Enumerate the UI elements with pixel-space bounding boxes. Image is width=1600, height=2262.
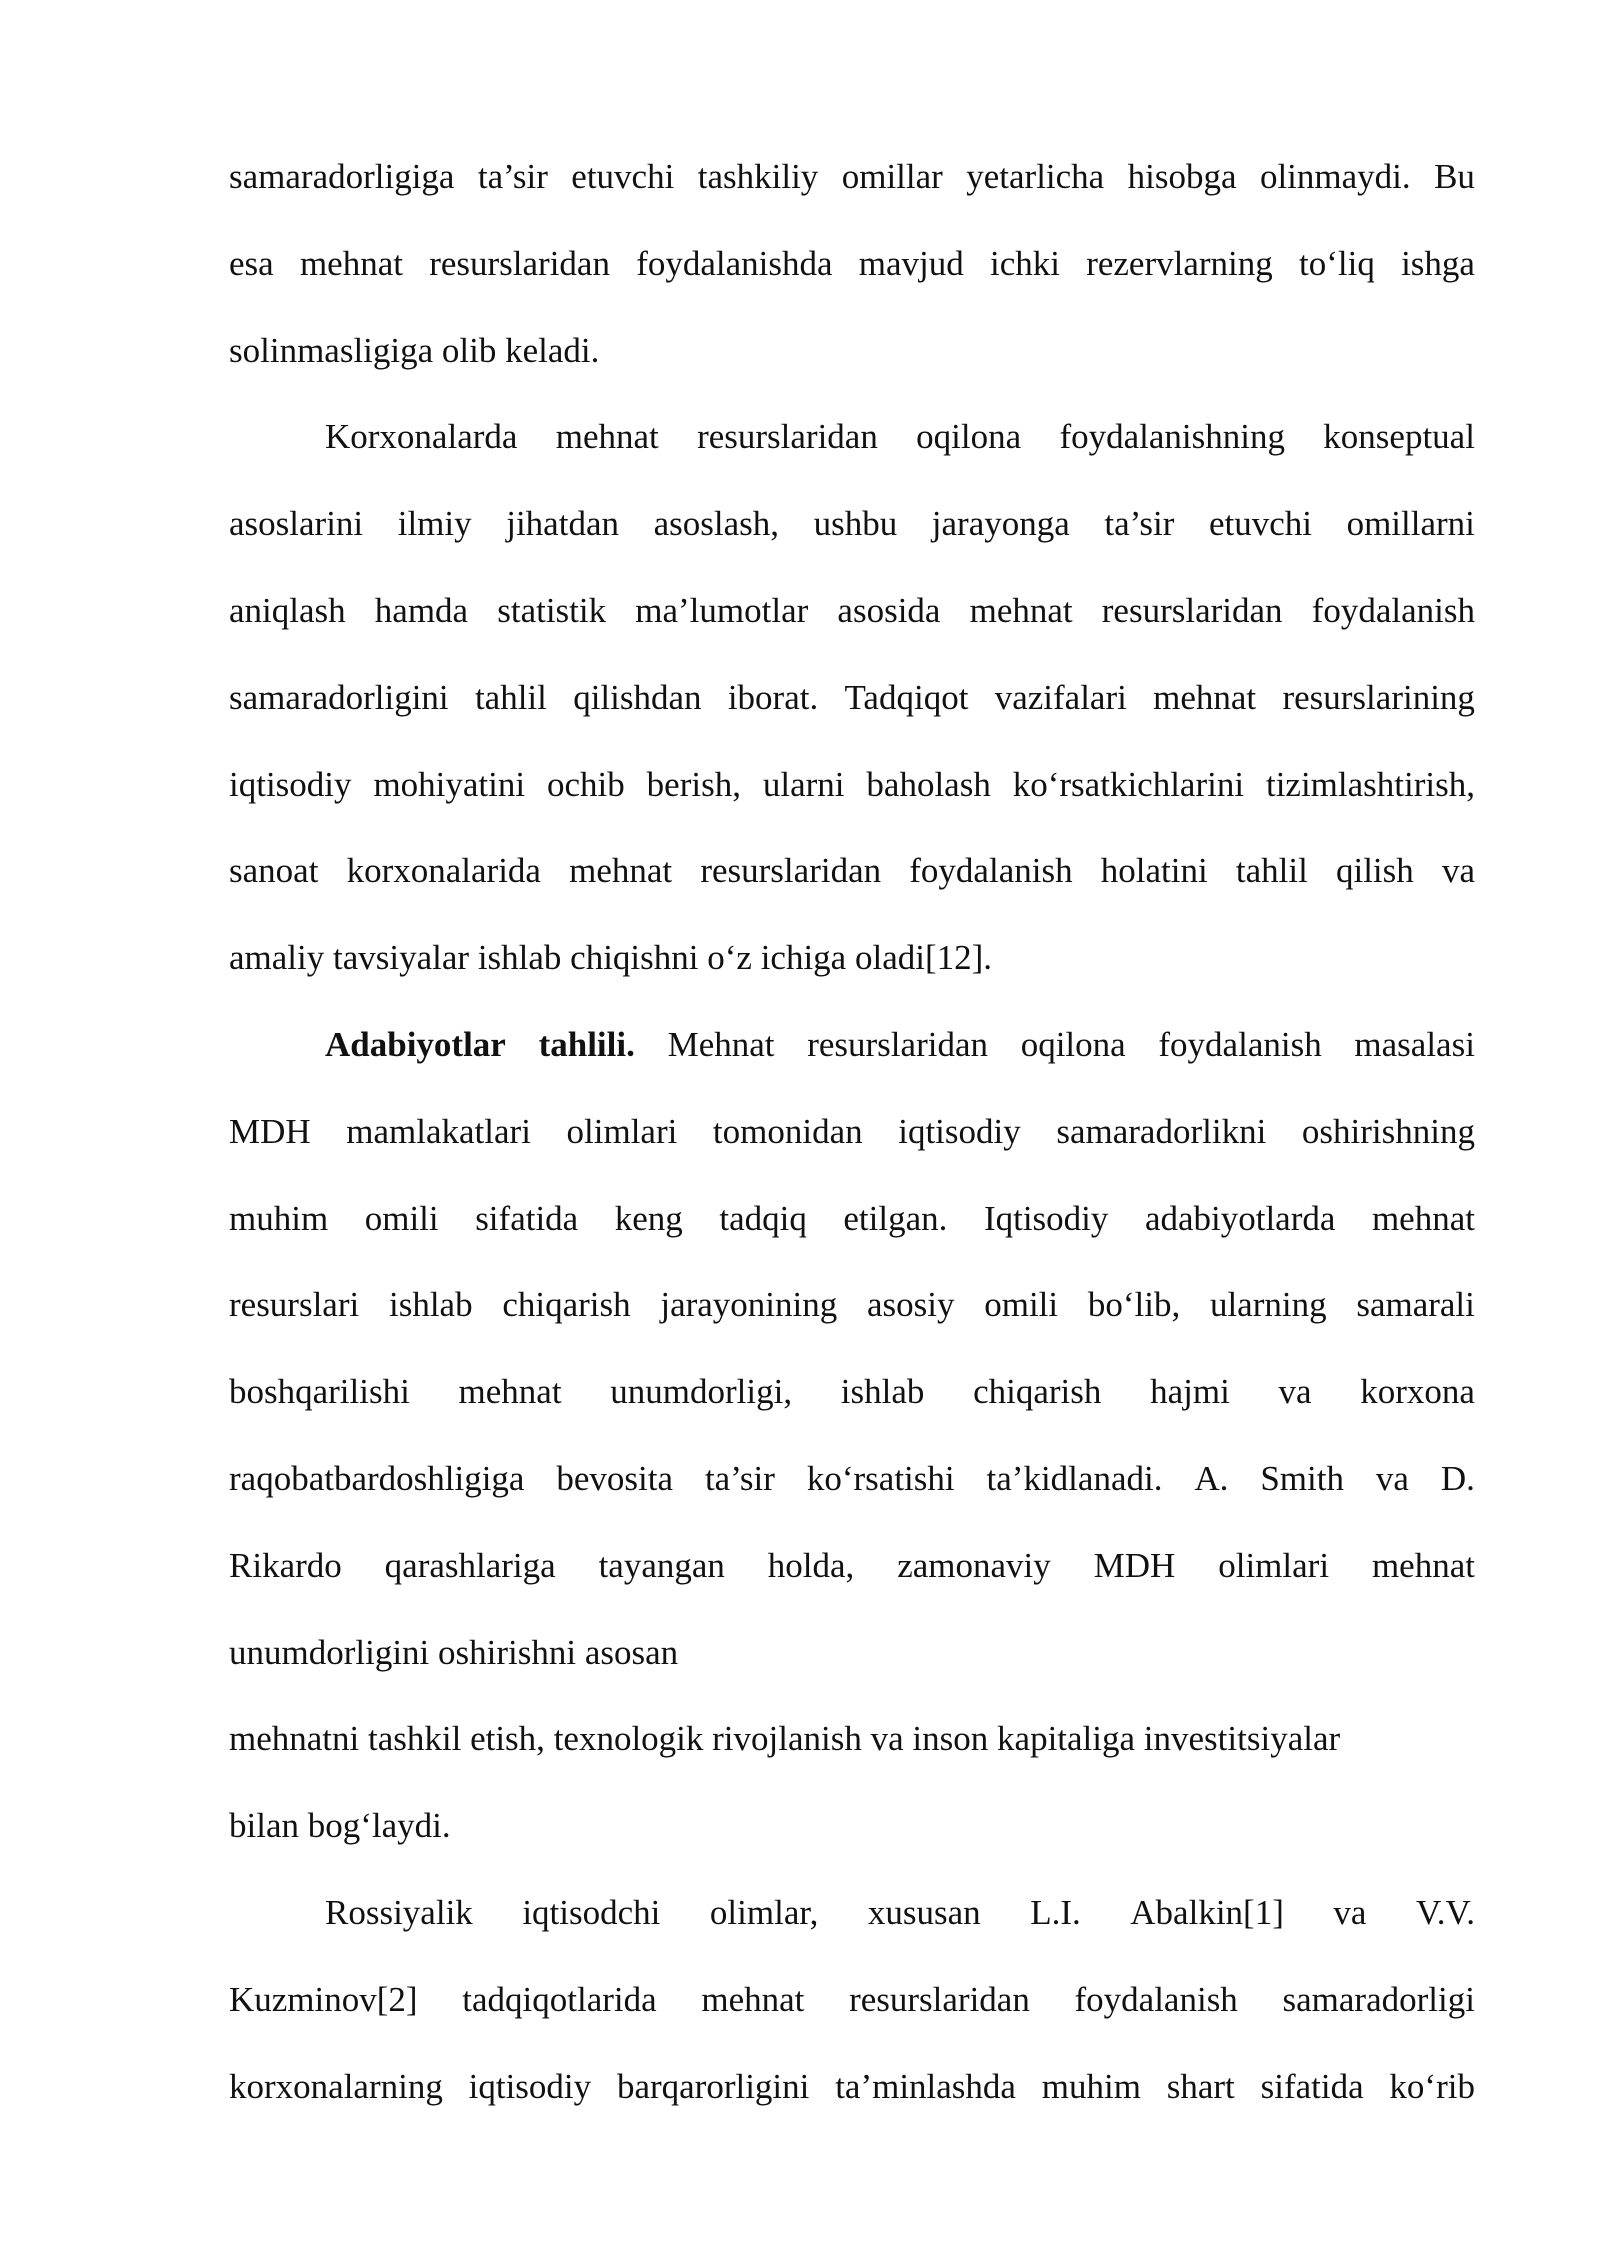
- word: samaradorlikni: [1056, 1111, 1267, 1151]
- word: Rikardo: [229, 1545, 342, 1585]
- word: keladi.: [505, 330, 600, 370]
- word: konseptual: [1323, 417, 1475, 457]
- word: iqtisodiy: [468, 2066, 592, 2106]
- word: sifatida: [1260, 2066, 1364, 2106]
- word: ochib: [547, 764, 625, 804]
- word: tashkil: [368, 1719, 462, 1759]
- word: holda,: [767, 1545, 855, 1585]
- word: shart: [1166, 2066, 1235, 2106]
- word: tashkiliy: [697, 157, 819, 196]
- word: ilmiy: [397, 504, 472, 544]
- word: foydalanishning: [1059, 417, 1285, 457]
- word: qilish: [1335, 851, 1414, 891]
- word: mehnat: [1153, 677, 1257, 717]
- word: chiqishni: [570, 938, 699, 978]
- text-line: [229, 2052, 1475, 2139]
- word: jarayonining: [660, 1285, 838, 1325]
- word: texnologik: [553, 1719, 704, 1759]
- word: vazifalari: [994, 677, 1127, 717]
- word: korxonalarning: [229, 2066, 443, 2106]
- word: mavjud: [858, 243, 964, 283]
- word: oladi[12].: [854, 938, 993, 978]
- word: solinmasligiga: [229, 330, 434, 370]
- word: Adabiyotlar: [325, 1024, 506, 1064]
- word: to‘liq: [1299, 243, 1375, 283]
- word: raqobatbardoshligiga: [229, 1458, 525, 1498]
- word: olimlari: [1218, 1545, 1330, 1585]
- word: va: [1333, 1892, 1367, 1932]
- word: foydalanish: [1074, 1979, 1238, 2019]
- text-line: [229, 142, 1475, 229]
- word: inson: [912, 1719, 989, 1759]
- word: hamda: [374, 590, 469, 630]
- word: Rossiyalik: [325, 1892, 473, 1932]
- word: va: [1375, 1458, 1409, 1498]
- word: rezervlarning: [1086, 243, 1273, 283]
- word: mehnat: [969, 590, 1073, 630]
- word: sifatida: [475, 1198, 579, 1238]
- word: asosiy: [866, 1285, 955, 1325]
- word: qilishdan: [573, 677, 702, 717]
- word: samarali: [1356, 1285, 1475, 1325]
- word: Korxonalarda: [325, 417, 518, 457]
- word: chiqarish: [502, 1285, 631, 1325]
- word: etuvchi: [1208, 504, 1312, 544]
- word: unumdorligini: [229, 1632, 430, 1672]
- word: Abalkin[1]: [1130, 1892, 1284, 1932]
- word: omillarni: [1346, 504, 1475, 544]
- word: unumdorligi,: [610, 1372, 793, 1412]
- word: va: [870, 1719, 904, 1759]
- word: D.: [1440, 1458, 1475, 1498]
- word: rivojlanish: [712, 1719, 862, 1759]
- text-line: [229, 1704, 1475, 1791]
- word: holatini: [1100, 851, 1208, 891]
- word: asoslash,: [653, 504, 779, 544]
- word: bo‘lib,: [1087, 1285, 1181, 1325]
- word: muhim: [1041, 2066, 1141, 2106]
- word: jarayonga: [931, 504, 1070, 544]
- word: omili: [364, 1198, 439, 1238]
- word: qarashlariga: [384, 1545, 556, 1585]
- word: masalasi: [1354, 1024, 1475, 1064]
- word: resurslaridan: [807, 1024, 988, 1064]
- word: berish,: [646, 764, 741, 804]
- word: omili: [984, 1285, 1059, 1325]
- text-line: [229, 1791, 1475, 1878]
- word: etilgan.: [843, 1198, 948, 1238]
- word: Bu: [1434, 157, 1475, 196]
- word: Kuzminov[2]: [229, 1979, 418, 2019]
- word: boshqarilishi: [229, 1372, 410, 1412]
- text-line: [229, 1965, 1475, 2052]
- word: baholash: [866, 764, 991, 804]
- text-line: [229, 1357, 1475, 1444]
- word: hajmi: [1150, 1372, 1230, 1412]
- word: tayangan: [598, 1545, 725, 1585]
- word: statistik: [497, 590, 607, 630]
- text-line: [229, 402, 1475, 489]
- word: resurslaridan: [700, 851, 882, 891]
- word: tahlil: [474, 677, 547, 717]
- word: oshirishning: [1301, 1111, 1475, 1151]
- word: ularning: [1209, 1285, 1327, 1325]
- word: ishlab: [477, 938, 562, 978]
- word: olimlari: [566, 1111, 678, 1151]
- word: asoslarini: [229, 504, 364, 544]
- word: olinmaydi.: [1259, 157, 1411, 196]
- word: etish,: [470, 1719, 545, 1759]
- word: tadqiqotlarida: [462, 1979, 657, 2019]
- word: mamlakatlari: [346, 1111, 531, 1151]
- word: olimlar,: [709, 1892, 819, 1932]
- word: tomonidan: [712, 1111, 863, 1151]
- word: samaradorligi: [1282, 1979, 1475, 2019]
- word: mehnat: [701, 1979, 805, 2019]
- word: bevosita: [556, 1458, 674, 1498]
- word: L.I.: [1030, 1892, 1081, 1932]
- word: MDH: [1093, 1545, 1176, 1585]
- word: korxona: [1360, 1372, 1475, 1412]
- word: asosan: [584, 1632, 679, 1672]
- word: ushbu: [813, 504, 898, 544]
- text-line: [229, 316, 1475, 403]
- text-line: [229, 1184, 1475, 1271]
- word: ta’sir: [704, 1458, 775, 1498]
- word: amaliy: [229, 938, 325, 978]
- word: tavsiyalar: [333, 938, 470, 978]
- word: mohiyatini: [373, 764, 526, 804]
- word: olib: [441, 330, 497, 370]
- word: mehnat: [458, 1372, 562, 1412]
- word: resurslarining: [1282, 677, 1475, 717]
- word: ishga: [1401, 243, 1475, 283]
- word: adabiyotlarda: [1144, 1198, 1336, 1238]
- text-line: [229, 750, 1475, 837]
- word: resurslaridan: [849, 1979, 1030, 2019]
- text-line: [229, 1531, 1475, 1618]
- word: tahlili.: [538, 1024, 635, 1064]
- word: esa: [229, 243, 274, 283]
- word: Smith: [1260, 1458, 1344, 1498]
- word: tizimlashtirish,: [1265, 764, 1475, 804]
- word: asosida: [837, 590, 941, 630]
- word: resurslaridan: [429, 243, 610, 283]
- word: Mehnat: [667, 1024, 775, 1064]
- word: iborat.: [727, 677, 819, 717]
- word: foydalanish: [1311, 590, 1475, 630]
- word: mehnat: [569, 851, 673, 891]
- word: ta’minlashda: [835, 2066, 1016, 2106]
- word: mehnatni: [229, 1719, 360, 1759]
- word: jihatdan: [506, 504, 619, 544]
- word: yetarlicha: [966, 157, 1105, 196]
- word: Tadqiqot: [844, 677, 969, 717]
- word: foydalanish: [909, 851, 1073, 891]
- text-line: [229, 576, 1475, 663]
- word: aniqlash: [229, 590, 346, 630]
- word: sanoat: [229, 851, 319, 891]
- word: hisobga: [1127, 157, 1237, 196]
- word: ma’lumotlar: [635, 590, 809, 630]
- word: tadqiq: [719, 1198, 807, 1238]
- word: barqarorligini: [616, 2066, 810, 2106]
- word: va: [1441, 851, 1475, 891]
- word: ishlab: [388, 1285, 473, 1325]
- text-line: [229, 923, 1475, 1010]
- word: bog‘laydi.: [307, 1806, 451, 1846]
- word: ichki: [989, 243, 1060, 283]
- word: muhim: [229, 1198, 329, 1238]
- word: iqtisodiy: [229, 764, 352, 804]
- word: ta’kidlanadi.: [986, 1458, 1163, 1498]
- document-page: [229, 142, 1475, 2138]
- word: oqilona: [916, 417, 1022, 457]
- word: Iqtisodiy: [983, 1198, 1109, 1238]
- word: bilan: [229, 1806, 299, 1846]
- text-line: [229, 1010, 1475, 1097]
- word: V.V.: [1415, 1892, 1475, 1932]
- word: mehnat: [1371, 1198, 1475, 1238]
- text-line: [229, 229, 1475, 316]
- word: investitsiyalar: [1143, 1719, 1341, 1759]
- word: resurslari: [229, 1285, 360, 1325]
- word: keng: [614, 1198, 683, 1238]
- word: samaradorligiga: [229, 157, 455, 196]
- word: ichiga: [760, 938, 847, 978]
- word: iqtisodchi: [522, 1892, 661, 1932]
- word: MDH: [229, 1111, 311, 1151]
- word: oshirishni: [438, 1632, 577, 1672]
- word: zamonaviy: [897, 1545, 1051, 1585]
- text-line: [229, 1878, 1475, 1965]
- word: samaradorligini: [229, 677, 449, 717]
- text-line: [229, 489, 1475, 576]
- word: A.: [1194, 1458, 1229, 1498]
- word: va: [1278, 1372, 1312, 1412]
- word: mehnat: [299, 243, 403, 283]
- word: iqtisodiy: [898, 1111, 1021, 1151]
- word: xususan: [867, 1892, 981, 1932]
- word: ko‘rib: [1389, 2066, 1475, 2106]
- word: ko‘rsatkichlarini: [1012, 764, 1245, 804]
- word: chiqarish: [973, 1372, 1102, 1412]
- text-line: [229, 1270, 1475, 1357]
- word: foydalanish: [1158, 1024, 1322, 1064]
- word: mehnat: [1371, 1545, 1475, 1585]
- word: oqilona: [1020, 1024, 1126, 1064]
- word: o‘z: [707, 938, 752, 978]
- word: resurslaridan: [697, 417, 878, 457]
- word: ta’sir: [477, 157, 548, 196]
- word: ishlab: [840, 1372, 925, 1412]
- word: omillar: [841, 157, 943, 196]
- text-line: [229, 1444, 1475, 1531]
- text-line: [229, 663, 1475, 750]
- word: resurslaridan: [1101, 590, 1283, 630]
- text-line: [229, 836, 1475, 923]
- word: ularni: [762, 764, 845, 804]
- word: mehnat: [555, 417, 659, 457]
- word: ko‘rsatishi: [806, 1458, 955, 1498]
- text-line: [229, 1097, 1475, 1184]
- word: etuvchi: [571, 157, 675, 196]
- text-line: [229, 1618, 1475, 1705]
- word: tahlil: [1235, 851, 1308, 891]
- word: ta’sir: [1104, 504, 1175, 544]
- word: kapitaliga: [997, 1719, 1136, 1759]
- word: foydalanishda: [636, 243, 833, 283]
- word: korxonalarida: [346, 851, 541, 891]
